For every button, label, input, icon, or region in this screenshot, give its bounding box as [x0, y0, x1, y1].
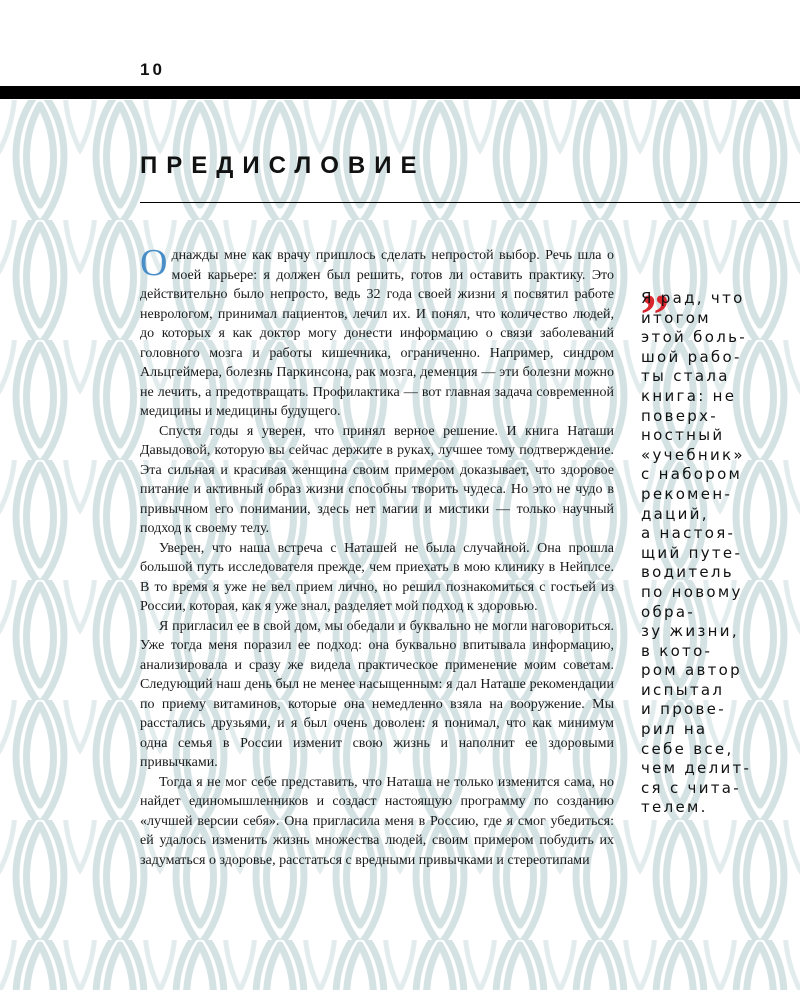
paragraph: Спустя годы я уверен, что принял верное решение. И книга Наташи Давыдовой, которую вы сейчас держите в руках, лучшее тому подтверждение. Эта сильная и красивая женщина своим примером доказывает, что здоровое питание и активный образ жизни способны творить чудеса. Но это не чудо в привычном его понимании, здесь нет магии и мистики — только научный подход к своему телу.	[140, 423, 614, 536]
pull-quote-line: «учебник»	[641, 445, 745, 464]
pull-quote-line: щий путе-	[641, 543, 743, 562]
pull-quote-line: шой рабо-	[641, 347, 742, 366]
pull-quote-line: с набором	[641, 465, 743, 484]
paragraph-text: днажды мне как врачу пришлось сделать непростой выбор. Речь шла о моей карьере: я должен был решить, готов ли оставить практику. Это действительно было непросто, ведь 32 года своей жизни я посвятил работе неврологом, принимал пациентов, лечил их. И понял, что количество людей, до которых я как доктор могу донести информацию о связи заболеваний головного мозга и работы кишечника, ограниченно. Например, синдром Альцгеймера, болезнь Паркинсона, рак мозга, деменция — эти болезни можно не лечить, а предотвращать. Профилактика — вот главная задача современной медицины и медицины будущего.	[140, 248, 614, 419]
pull-quote-line: телем.	[641, 798, 708, 817]
pull-quote-line: рекомен-	[641, 484, 733, 503]
paragraph: Тогда я не мог себе представить, что Наташа не только изменится сама, но найдет единомышленников и создаст настоящую программу по созданию «лучшей версии себя». Она пригласила меня в Россию, где я смог убедиться: ей удалось изменить жизнь множества людей, своим примером побудить их задуматься о здоровье, расстаться с вредными привычками и стереотипами	[140, 774, 614, 868]
paragraph: Я пригласил ее в свой дом, мы обедали и буквально не могли наговориться. Уже тогда меня поразил ее подход: она буквально впитывала информацию, анализировала и сразу же видела практическое применение моим советам. Следующий наш день был не менее насыщенным: я дал Наташе рекомендации по приему витаминов, которые она немедленно взяла на вооружение. Мы расстались друзьями, и я был очень доволен: я понимал, что как минимум одна семья в России изменит свою жизнь и наполнит ее здоровыми привычками.	[140, 618, 614, 770]
pull-quote-line: ся с чита-	[641, 778, 742, 797]
chapter-title: ПРЕДИСЛОВИЕ	[140, 152, 426, 179]
drop-cap: О	[140, 242, 168, 284]
pull-quote-line: рил на	[641, 720, 708, 739]
pull-quote-line: и прове-	[641, 700, 726, 719]
pull-quote-line: чем делит-	[641, 759, 752, 778]
pull-quote-line: зу жизни,	[641, 622, 739, 641]
pull-quote-line: ром автор	[641, 661, 742, 680]
pull-quote-line: Я рад, что	[641, 289, 745, 307]
quote-mark-icon: „	[641, 252, 670, 317]
pull-quote-line: по новому	[641, 582, 743, 601]
pull-quote-line: себе все,	[641, 739, 734, 758]
pull-quote-line: даций,	[641, 504, 709, 523]
pull-quote-line: ты стала	[641, 367, 730, 386]
paragraph	[140, 242, 614, 422]
pull-quote-line: этой боль-	[641, 328, 747, 347]
pull-quote-line: поверх-	[641, 406, 718, 425]
body-text	[140, 242, 614, 870]
pull-quote-line: в кото-	[641, 641, 713, 660]
pull-quote-line: а настоя-	[641, 524, 736, 543]
paragraph: Уверен, что наша встреча с Наташей не была случайной. Она прошла большой путь исследователя прежде, чем приехать в мою клинику в Нейплсе. В то время я уже не вел прием лично, но решил познакомиться с гостьей из России, которая, как я уже знал, разделяет мой подход к здоровью.	[140, 540, 614, 614]
pull-quote-line: книга: не	[641, 386, 737, 405]
title-rule	[140, 202, 800, 203]
pull-quote-line: испытал	[641, 680, 725, 699]
page-number: 10	[140, 60, 165, 79]
pull-quote-line: обра-	[641, 602, 696, 621]
pull-quote	[641, 289, 800, 818]
top-rule	[0, 86, 800, 99]
pull-quote-line: водитель	[641, 563, 734, 582]
pull-quote-line: итогом	[641, 308, 711, 327]
pull-quote-line: ностный	[641, 426, 725, 445]
